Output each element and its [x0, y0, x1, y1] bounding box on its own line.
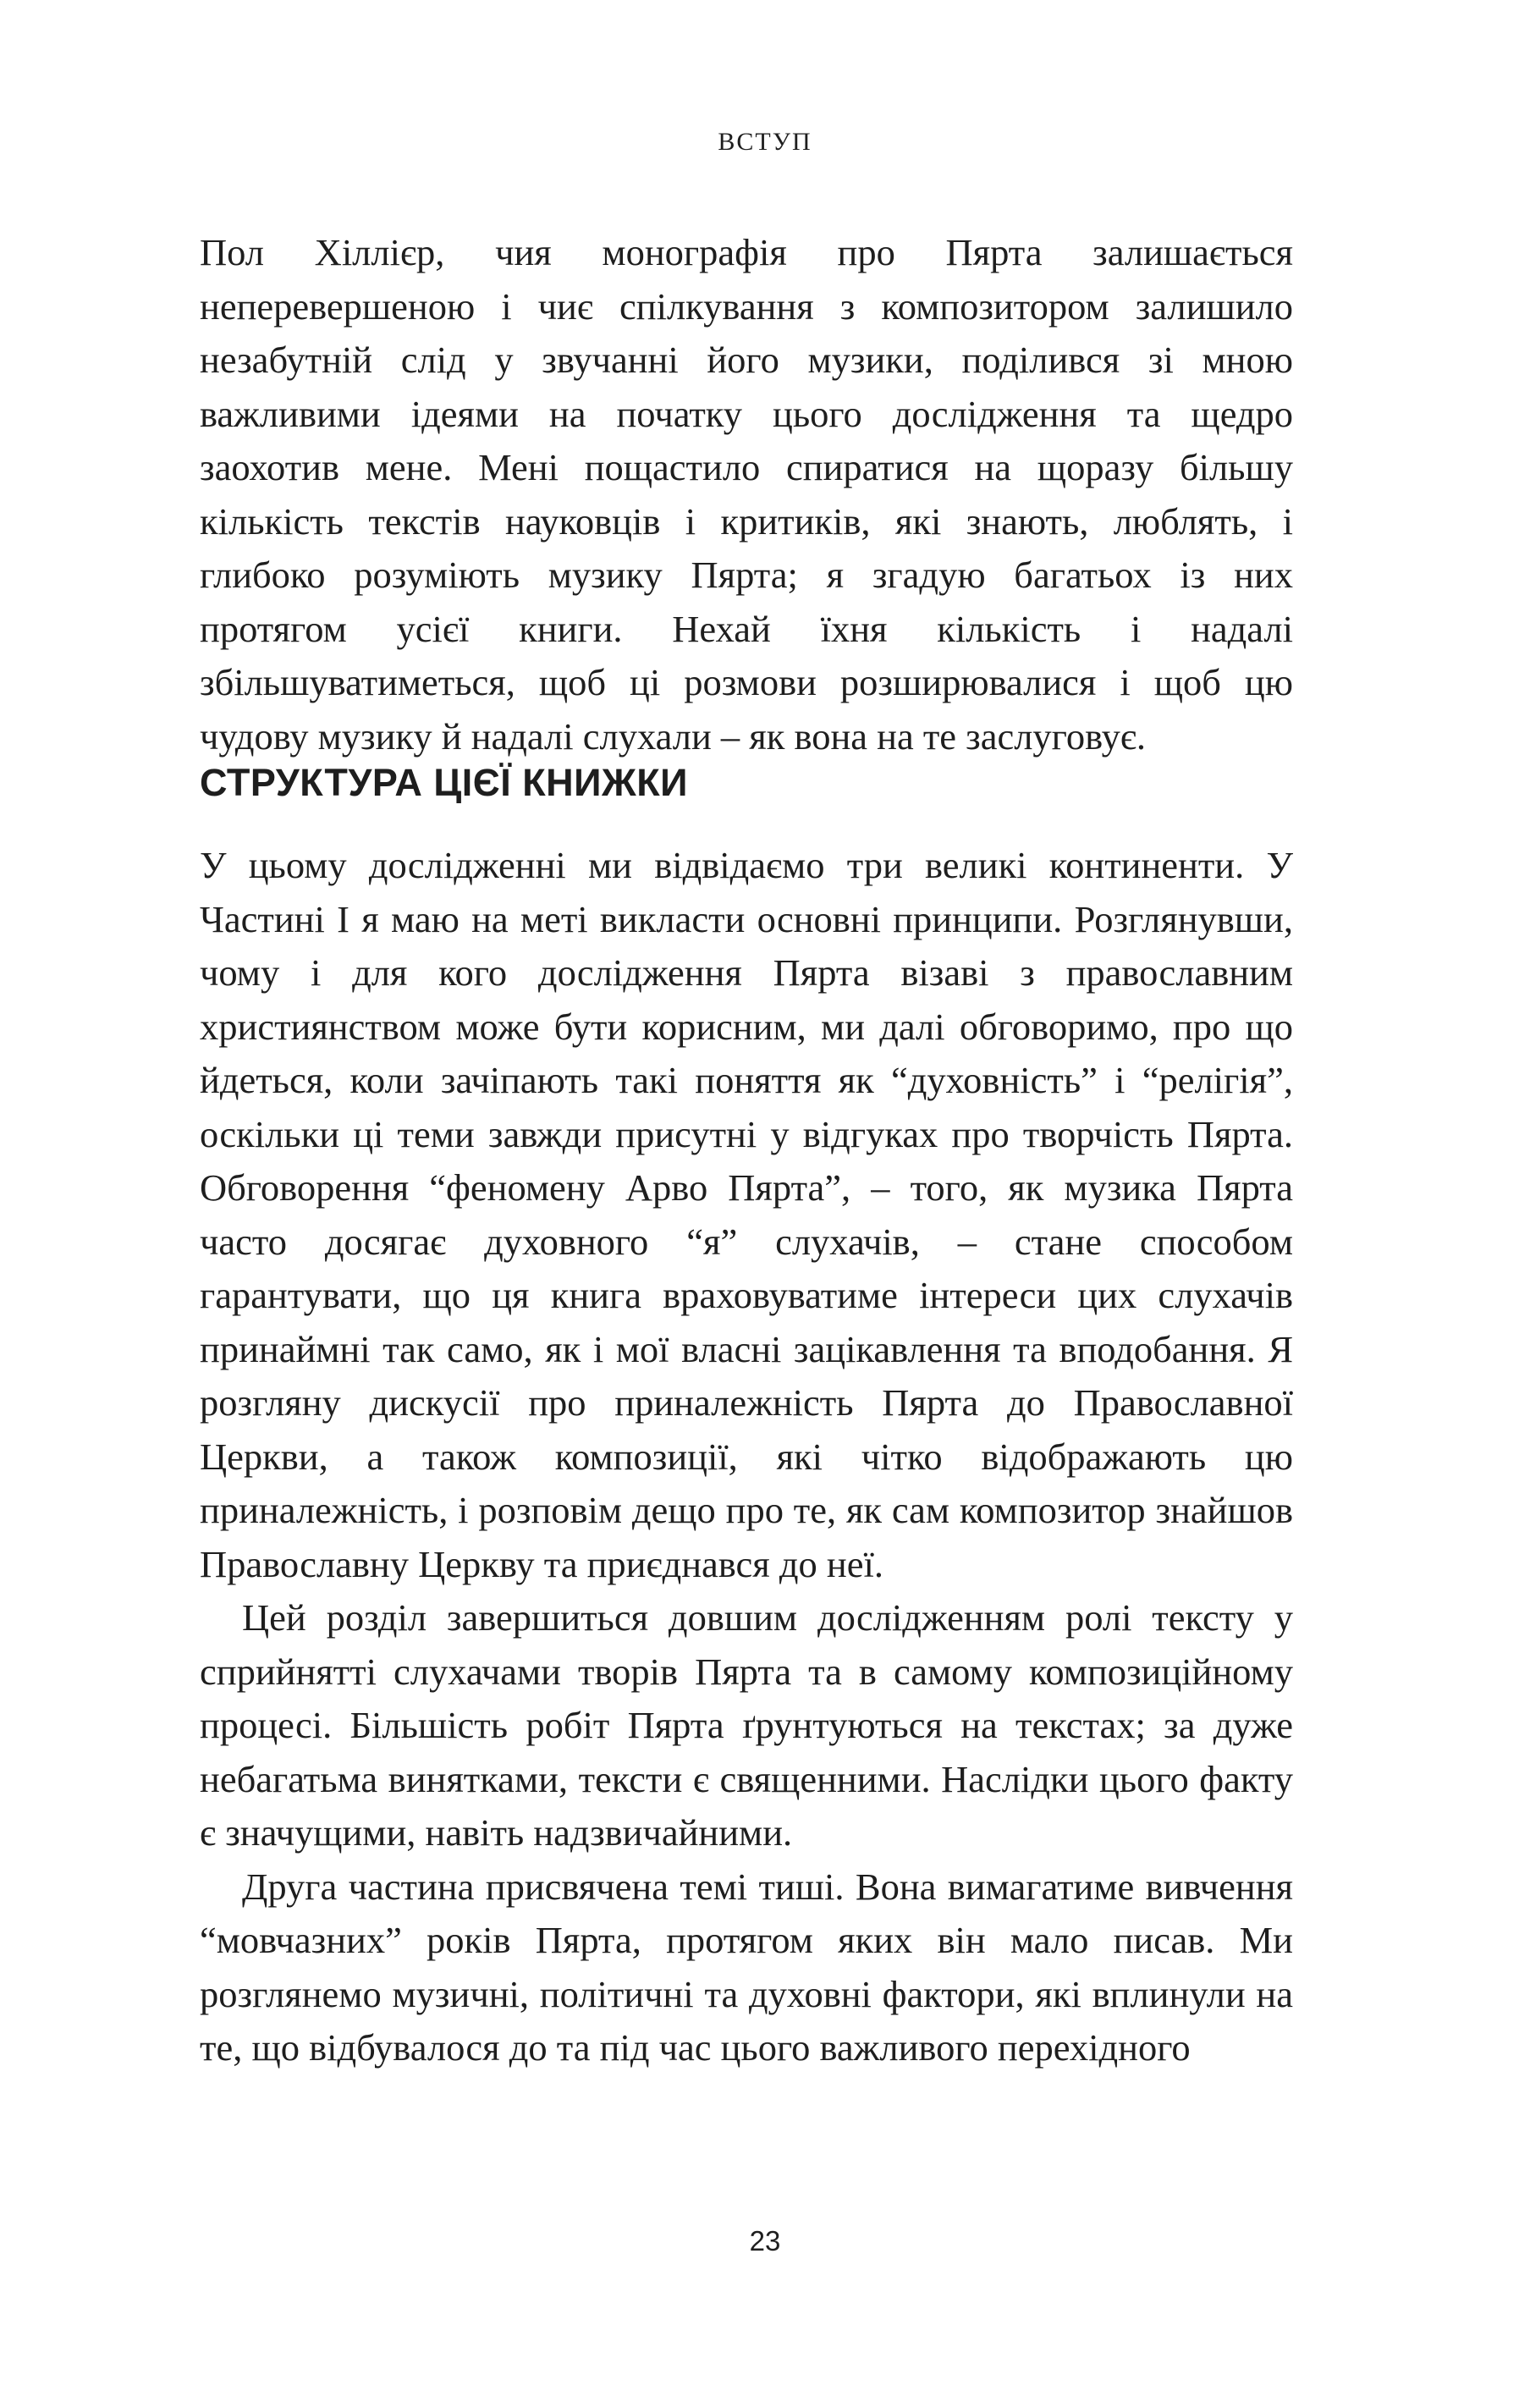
running-head: ВСТУП [718, 128, 812, 156]
page-number: 23 [749, 2225, 781, 2256]
section-heading: СТРУКТУРА ЦІЄЇ КНИЖКИ [200, 761, 688, 804]
structure-paragraph: Друга частина присвячена темі тиші. Вона вимагатиме вивчення “мовчазних” років Пярта, протягом яких він мало писав. Ми розглянемо музичні, політичні та духовні фактори, які вплинули на те, що відбувалося до та під час цього важливого перехідного [200, 1865, 1293, 2069]
structure-paragraph: У цьому дослідженні ми відвідаємо три великі континенти. У Частині I я маю на меті викласти основні принципи. Розглянувши, чому і для кого дослідження Пярта візаві з православним християнством може бути корисним, ми далі обговоримо, про що йдеться, коли зачіпають такі поняття як “духовність” і “релігія”, оскільки ці теми завжди присутні у відгуках про творчість Пярта. Обговорення “феномену Арво Пярта”, – того, як музика Пярта часто досягає духовного “я” слухачів, – стане способом гарантувати, що ця книга враховуватиме інтереси цих слухачів принаймні так само, як і мої власні зацікавлення та вподобання. Я розгляну дискусії про приналежність Пярта до Православної Церкви, а також композиції, які чітко відображають цю приналежність, і розповім дещо про те, як сам композитор знайшов Православну Церкву та приєднався до неї. [200, 844, 1293, 1585]
structure-text-block [200, 839, 1293, 2075]
intro-text-block [200, 226, 1293, 763]
intro-paragraph: Пол Хіллієр, чия монографія про Пярта залишається неперевершеною і чиє спілкування з композитором залишило незабутній слід у звучанні його музики, поділився зі мною важливими ідеями на початку цього дослідження та щедро заохотив мене. Мені пощастило спиратися на щоразу більшу кількість текстів науковців і критиків, які знають, люблять, і глибоко розуміють музику Пярта; я згадую багатьох із них протягом усієї книги. Нехай їхня кількість і надалі збільшуватиметься, щоб ці розмови розширювалися і щоб цю чудову музику й надалі слухали – як вона на те заслуговує. [200, 231, 1293, 758]
structure-paragraph: Цей розділ завершиться довшим дослідженням ролі тексту у сприйнятті слухачами творів Пярта та в самому композиційному процесі. Більшість робіт Пярта ґрунтуються на текстах; за дуже небагатьма винятками, тексти є священними. Наслідки цього факту є значущими, навіть надзвичайними. [200, 1596, 1293, 1854]
